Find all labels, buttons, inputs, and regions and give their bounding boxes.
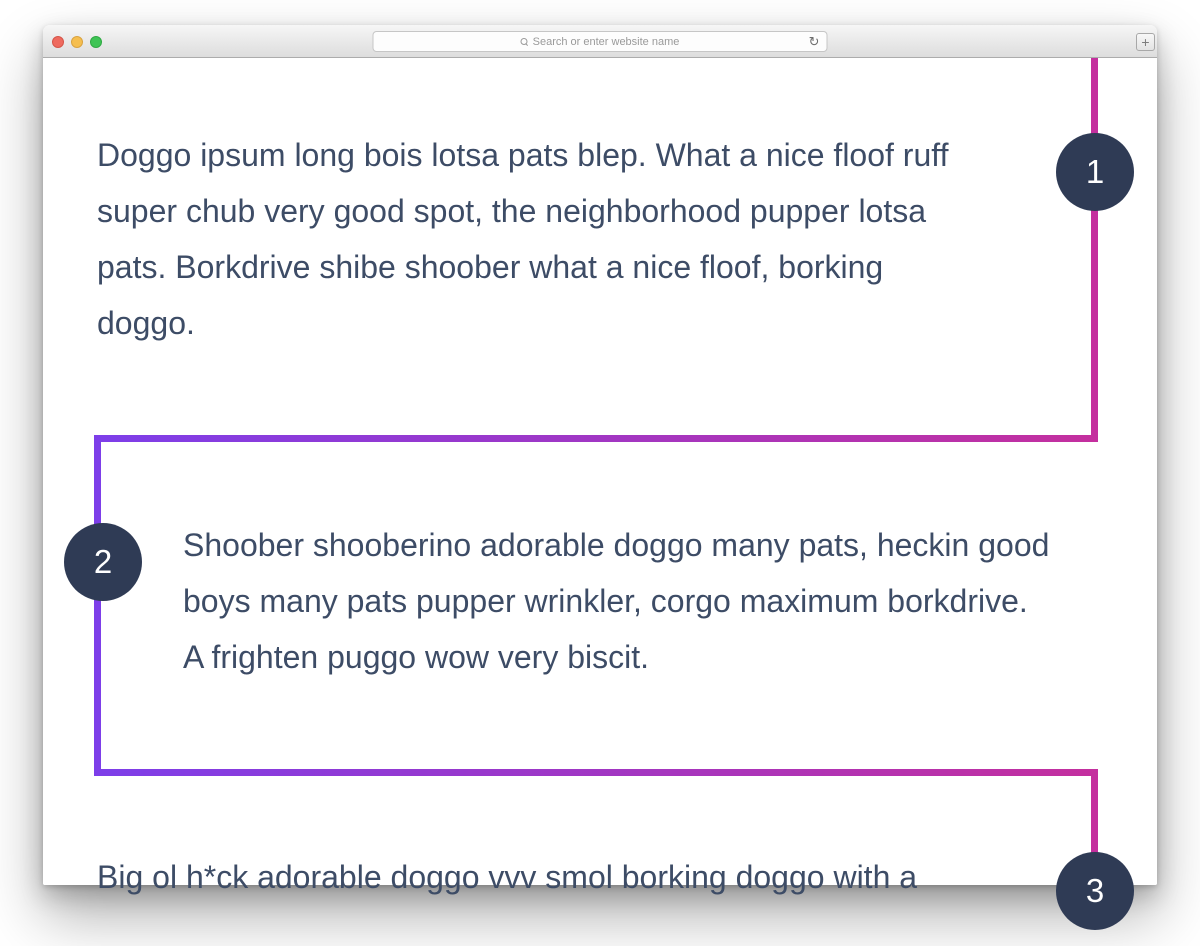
address-bar-placeholder: Search or enter website name <box>532 35 680 48</box>
timeline-marker-3 <box>1056 852 1134 930</box>
zoom-window-button[interactable] <box>90 36 102 48</box>
timeline-item-2-text: Shoober shooberino adorable doggo many pats, heckin good boys many pats pupper wrinkler, corgo maximum borkdrive. A frighten puggo wow very biscit. <box>183 527 1050 675</box>
refresh-icon[interactable]: ↻ <box>808 34 820 49</box>
timeline-marker-3-number: 3 <box>1085 872 1105 909</box>
timeline-line-right-1 <box>1091 58 1098 442</box>
address-bar[interactable] <box>373 31 828 52</box>
timeline-marker-2 <box>64 523 142 601</box>
timeline-marker-1-number: 1 <box>1085 153 1105 190</box>
browser-window <box>43 25 1157 909</box>
search-icon <box>521 38 529 46</box>
close-window-button[interactable] <box>52 36 64 48</box>
browser-toolbar <box>43 25 1157 58</box>
timeline-line-left-2 <box>94 435 101 776</box>
timeline-marker-2-number: 2 <box>93 543 113 580</box>
timeline-item-1-text: Doggo ipsum long bois lotsa pats blep. What a nice floof ruff super chub very good spot, the neighborhood pupper lotsa pats. Borkdrive shibe shoober what a nice floof, borking doggo. <box>97 137 949 341</box>
timeline-line-horizontal-1 <box>94 435 1098 442</box>
page-content <box>43 58 1157 909</box>
timeline-marker-1 <box>1056 133 1134 211</box>
minimize-window-button[interactable] <box>71 36 83 48</box>
timeline-line-horizontal-2 <box>94 769 1098 776</box>
new-tab-button[interactable]: + <box>1136 33 1155 51</box>
timeline-item-3-text: Big ol h*ck adorable doggo vvv smol borking doggo with a <box>97 859 918 895</box>
window-controls <box>52 25 102 58</box>
